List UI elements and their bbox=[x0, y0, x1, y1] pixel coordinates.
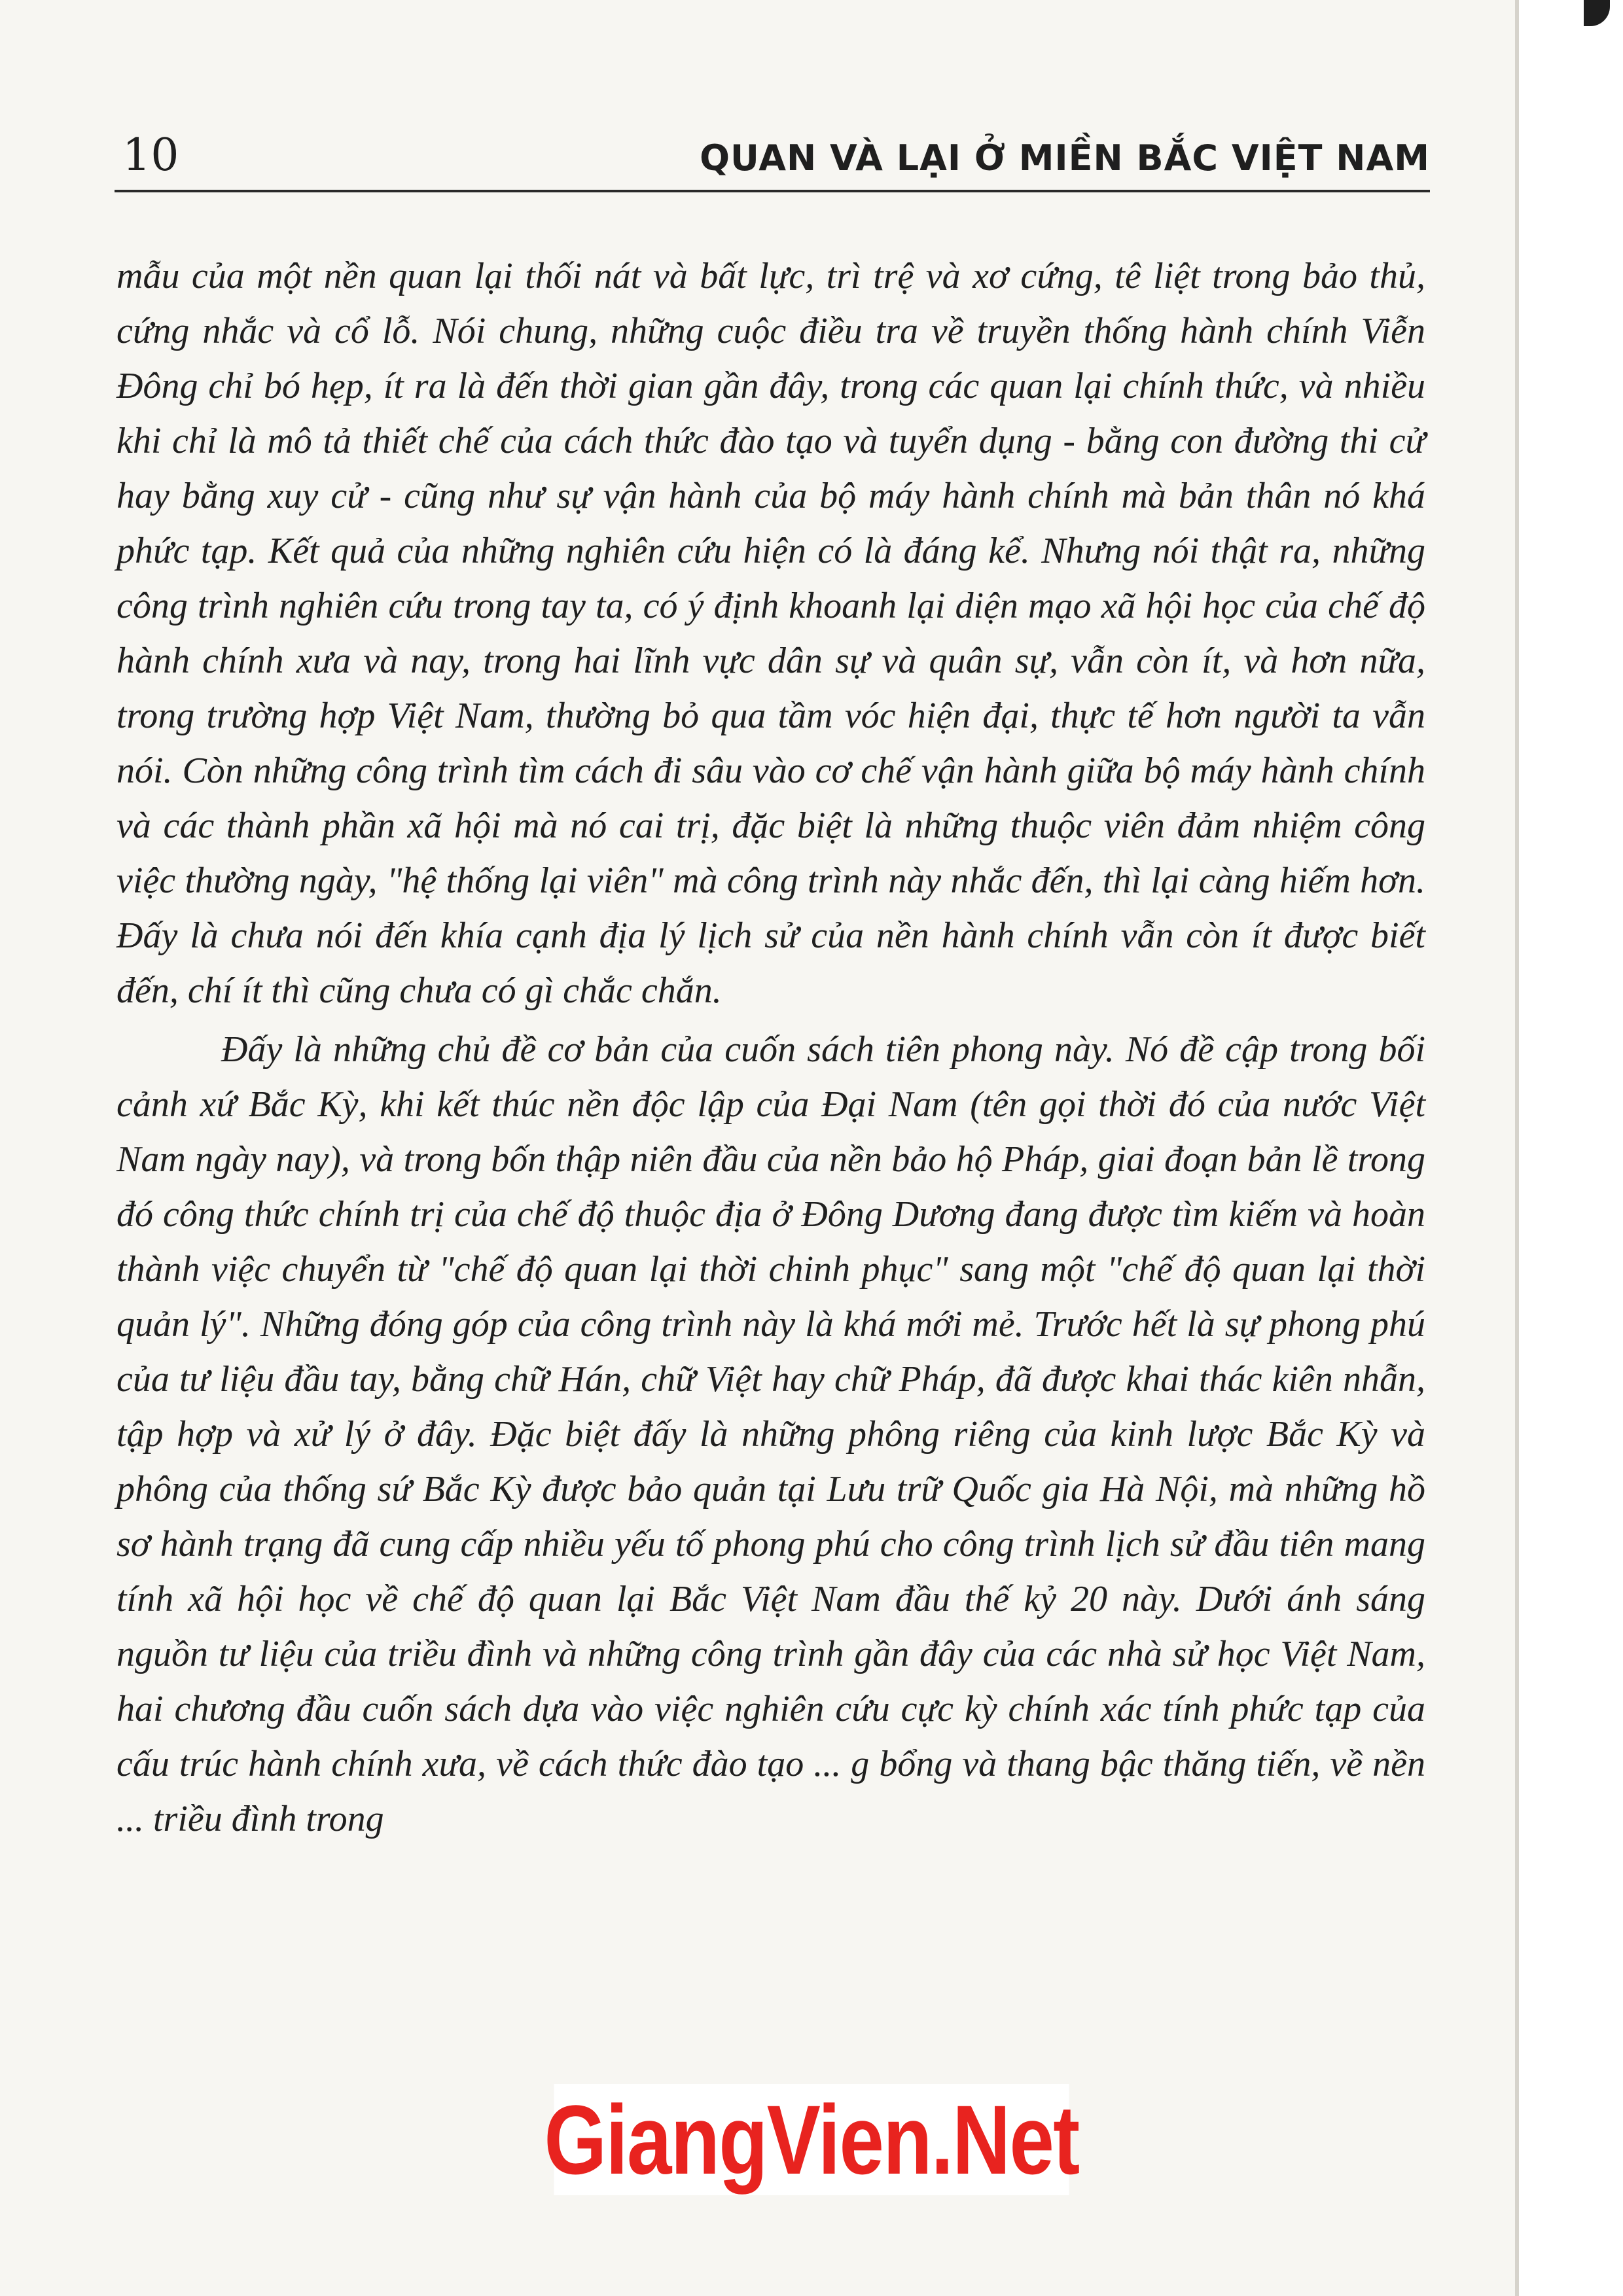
page-number: 10 bbox=[122, 130, 179, 181]
paragraph-1: mẫu của một nền quan lại thối nát và bất lực, trì trệ và xơ cứng, tê liệt trong bảo thủ, cứng nhắc và cổ lỗ. Nói chung, những cuộc điều tra về truyền thống hành chính Viễn Đông chỉ bó hẹp, ít ra là đến thời gian gần đây, trong các quan lại chính thức, và nhiều khi chỉ là mô tả thiết chế của cách thức đào tạo và tuyển dụng - bằng con đường thi cử hay bằng xuy cử - cũng như sự vận hành của bộ máy hành chính mà bản thân nó khá phức tạp. Kết quả của những nghiên cứu hiện có là đáng kể. Nhưng nói thật ra, những công trình nghiên cứu trong tay ta, có ý định khoanh lại diện mạo xã hội học của chế độ hành chính xưa và nay, trong hai lĩnh vực dân sự và quân sự, vẫn còn ít, và hơn nữa, trong trường hợp Việt Nam, thường bỏ qua tầm vóc hiện đại, thực tế hơn người ta vẫn nói. Còn những công trình tìm cách đi sâu vào cơ chế vận hành giữa bộ máy hành chính và các thành phần xã hội mà nó cai trị, đặc biệt là những thuộc viên đảm nhiệm công việc thường ngày, "hệ thống lại viên" mà công trình này nhắc đến, thì lại càng hiếm hơn. Đấy là chưa nói đến khía cạnh địa lý lịch sử của nền hành chính vẫn còn ít được biết đến, chí ít thì cũng chưa có gì chắc chắn. bbox=[116, 256, 1425, 1011]
page-header bbox=[115, 118, 1430, 192]
watermark-logo: GiangVien.Net bbox=[544, 2084, 1079, 2195]
page-edge bbox=[1515, 0, 1623, 2296]
body-text bbox=[116, 249, 1425, 1846]
running-title: QUAN VÀ LẠI Ở MIỀN BẮC VIỆT NAM bbox=[700, 137, 1430, 179]
paragraph-2: Đấy là những chủ đề cơ bản của cuốn sách tiên phong này. Nó đề cập trong bối cảnh xứ Bắc Kỳ, khi kết thúc nền độc lập của Đại Nam (tên gọi thời đó của nước Việt Nam ngày nay), và trong bốn thập niên đầu của nền bảo hộ Pháp, giai đoạn bản lề trong đó công thức chính trị của chế độ thuộc địa ở Đông Dương đang được tìm kiếm và hoàn thành việc chuyển từ "chế độ quan lại thời chinh phục" sang một "chế độ quan lại thời quản lý". Những đóng góp của công trình này là khá mới mẻ. Trước hết là sự phong phú của tư liệu đầu tay, bằng chữ Hán, chữ Việt hay chữ Pháp, đã được khai thác kiên nhẫn, tập hợp và xử lý ở đây. Đặc biệt đấy là những phông riêng của kinh lược Bắc Kỳ và phông của thống sứ Bắc Kỳ được bảo quản tại Lưu trữ Quốc gia Hà Nội, mà những hồ sơ hành trạng đã cung cấp nhiều yếu tố phong phú cho công trình lịch sử đầu tiên mang tính xã hội học về chế độ quan lại Bắc Việt Nam đầu thế kỷ 20 này. Dưới ánh sáng nguồn tư liệu của triều đình và những công trình gần đây của các nhà sử học Việt Nam, hai chương đầu cuốn sách dựa vào việc nghiên cứu cực kỳ chính xác tính phức tạp của cấu trúc hành chính xưa, về cách thức đào tạo ... g bổng và thang bậc thăng tiến, về nền ... triều đình trong bbox=[116, 1029, 1425, 1839]
